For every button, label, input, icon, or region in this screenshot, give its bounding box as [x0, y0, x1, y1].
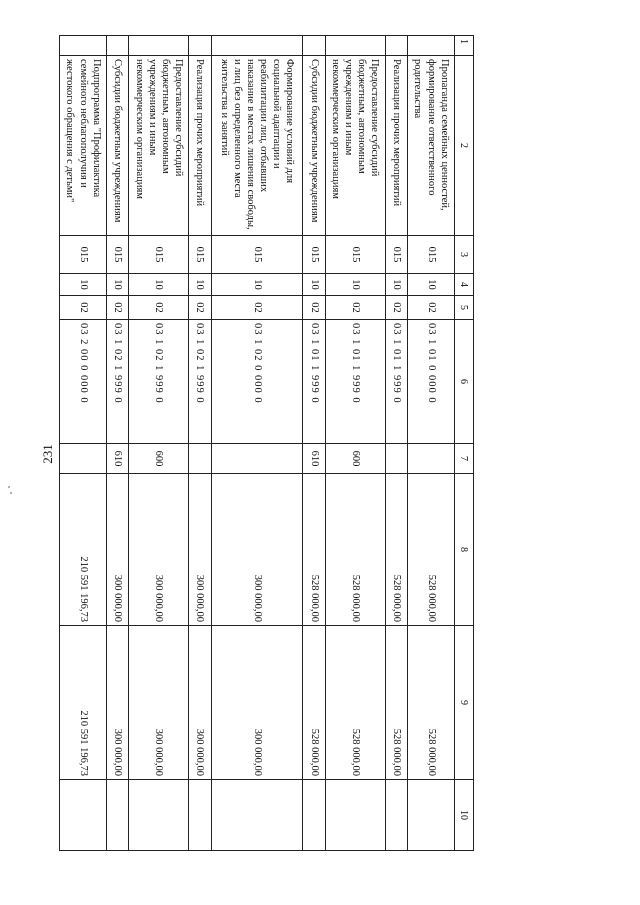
- cell-target: 03 1 02 1 999 0: [107, 320, 129, 444]
- cell-amount-2: 528 000,00: [325, 626, 385, 780]
- cell-admin: 015: [107, 236, 129, 274]
- cell-admin: 015: [189, 236, 211, 274]
- cell-amount-2: 300 000,00: [211, 626, 303, 780]
- cell-extra: [325, 780, 385, 851]
- cell-amount-2: 528 000,00: [408, 626, 455, 780]
- cell-amount-1: 528 000,00: [325, 474, 385, 626]
- cell-expense-type: [189, 444, 211, 474]
- cell-name: Предоставление субсидий бюджетным, автономным учреждениям и иным некоммерческим организациям: [129, 56, 189, 236]
- cell-extra: [107, 780, 129, 851]
- cell-amount-2: 300 000,00: [189, 626, 211, 780]
- header-row: [455, 36, 474, 851]
- cell-expense-type: [408, 444, 455, 474]
- table-row: [325, 36, 385, 851]
- cell-name: Пропаганда семейных ценностей, формирование ответственного родительства: [408, 56, 455, 236]
- cell-target: 03 1 02 1 999 0: [129, 320, 189, 444]
- cell-name: Реализация прочих мероприятий: [385, 56, 407, 236]
- cell-expense-type: [60, 444, 107, 474]
- col-header-6: 6: [455, 320, 474, 444]
- cell-target: 03 1 02 0 000 0: [211, 320, 303, 444]
- table-row: [408, 36, 455, 851]
- table-row: [129, 36, 189, 851]
- cell-name: Реализация прочих мероприятий: [189, 56, 211, 236]
- cell-num: [60, 36, 107, 56]
- cell-target: 03 1 01 1 999 0: [385, 320, 407, 444]
- table-row: [189, 36, 211, 851]
- budget-table-rotated: [59, 35, 474, 850]
- cell-target: 03 1 01 1 999 0: [303, 320, 325, 444]
- cell-amount-1: 528 000,00: [385, 474, 407, 626]
- col-header-1: 1: [455, 36, 474, 56]
- cell-extra: [211, 780, 303, 851]
- cell-extra: [385, 780, 407, 851]
- cell-extra: [189, 780, 211, 851]
- cell-num: [129, 36, 189, 56]
- cell-amount-2: 528 000,00: [303, 626, 325, 780]
- cell-amount-1: 300 000,00: [189, 474, 211, 626]
- cell-admin: 015: [408, 236, 455, 274]
- cell-amount-1: 300 000,00: [211, 474, 303, 626]
- cell-admin: 015: [325, 236, 385, 274]
- col-header-4: 4: [455, 274, 474, 296]
- cell-expense-type: 610: [107, 444, 129, 474]
- cell-amount-2: 528 000,00: [385, 626, 407, 780]
- table-row: [211, 36, 303, 851]
- cell-num: [325, 36, 385, 56]
- cell-target: 03 1 01 1 999 0: [325, 320, 385, 444]
- cell-amount-2: 210 591 196,73: [60, 626, 107, 780]
- cell-expense-type: 600: [129, 444, 189, 474]
- col-header-3: 3: [455, 236, 474, 274]
- cell-target: 03 2 00 0 000 0: [60, 320, 107, 444]
- cell-expense-type: 600: [325, 444, 385, 474]
- cell-subsection: 02: [408, 296, 455, 320]
- cell-extra: [129, 780, 189, 851]
- col-header-8: 8: [455, 474, 474, 626]
- cell-name: Предоставление субсидий бюджетным, автономным учреждениям и иным некоммерческим организациям: [325, 56, 385, 236]
- cell-expense-type: [211, 444, 303, 474]
- cell-name: Субсидии бюджетным учреждениям: [303, 56, 325, 236]
- cell-section: 10: [60, 274, 107, 296]
- cell-amount-2: 300 000,00: [107, 626, 129, 780]
- cell-amount-1: 300 000,00: [129, 474, 189, 626]
- col-header-7: 7: [455, 444, 474, 474]
- cell-name: Субсидии бюджетным учреждениям: [107, 56, 129, 236]
- cell-section: 10: [189, 274, 211, 296]
- page-number: 231: [39, 444, 55, 464]
- cell-subsection: 02: [385, 296, 407, 320]
- cell-subsection: 02: [325, 296, 385, 320]
- cell-name: Формирование условий для социальной адаптации и реабилитации лиц, отбывших наказание в местах лишения свободы, и лиц без определенного места жительства и занятий: [211, 56, 303, 236]
- budget-table: [59, 35, 474, 851]
- cell-expense-type: 610: [303, 444, 325, 474]
- cell-num: [303, 36, 325, 56]
- cell-subsection: 02: [60, 296, 107, 320]
- cell-section: 10: [107, 274, 129, 296]
- cell-num: [211, 36, 303, 56]
- cell-amount-1: 300 000,00: [107, 474, 129, 626]
- cell-admin: 015: [385, 236, 407, 274]
- cell-subsection: 02: [303, 296, 325, 320]
- cell-extra: [408, 780, 455, 851]
- col-header-5: 5: [455, 296, 474, 320]
- col-header-9: 9: [455, 626, 474, 780]
- cell-num: [107, 36, 129, 56]
- cell-subsection: 02: [107, 296, 129, 320]
- cell-admin: 015: [211, 236, 303, 274]
- cell-extra: [60, 780, 107, 851]
- cell-amount-2: 300 000,00: [129, 626, 189, 780]
- cell-target: 03 1 01 0 000 0: [408, 320, 455, 444]
- cell-amount-1: 528 000,00: [303, 474, 325, 626]
- cell-amount-1: 528 000,00: [408, 474, 455, 626]
- cell-num: [408, 36, 455, 56]
- table-row: [60, 36, 107, 851]
- cell-subsection: 02: [189, 296, 211, 320]
- cell-admin: 015: [303, 236, 325, 274]
- cell-section: 10: [408, 274, 455, 296]
- cell-section: 10: [303, 274, 325, 296]
- cell-name: Подпрограмма "Профилактика семейного неблагополучия и жестокого обращения с детьми": [60, 56, 107, 236]
- table-row: [303, 36, 325, 851]
- cell-subsection: 02: [129, 296, 189, 320]
- cell-section: 10: [129, 274, 189, 296]
- col-header-2: 2: [455, 56, 474, 236]
- cell-admin: 015: [60, 236, 107, 274]
- cell-num: [189, 36, 211, 56]
- cell-amount-1: 210 591 196,73: [60, 474, 107, 626]
- cell-target: 03 1 02 1 999 0: [189, 320, 211, 444]
- cell-extra: [303, 780, 325, 851]
- cell-expense-type: [385, 444, 407, 474]
- cell-admin: 015: [129, 236, 189, 274]
- cell-section: 10: [211, 274, 303, 296]
- cell-section: 10: [325, 274, 385, 296]
- cell-section: 10: [385, 274, 407, 296]
- cell-num: [385, 36, 407, 56]
- cell-subsection: 02: [211, 296, 303, 320]
- col-header-10: 10: [455, 780, 474, 851]
- table-row: [107, 36, 129, 851]
- table-row: [385, 36, 407, 851]
